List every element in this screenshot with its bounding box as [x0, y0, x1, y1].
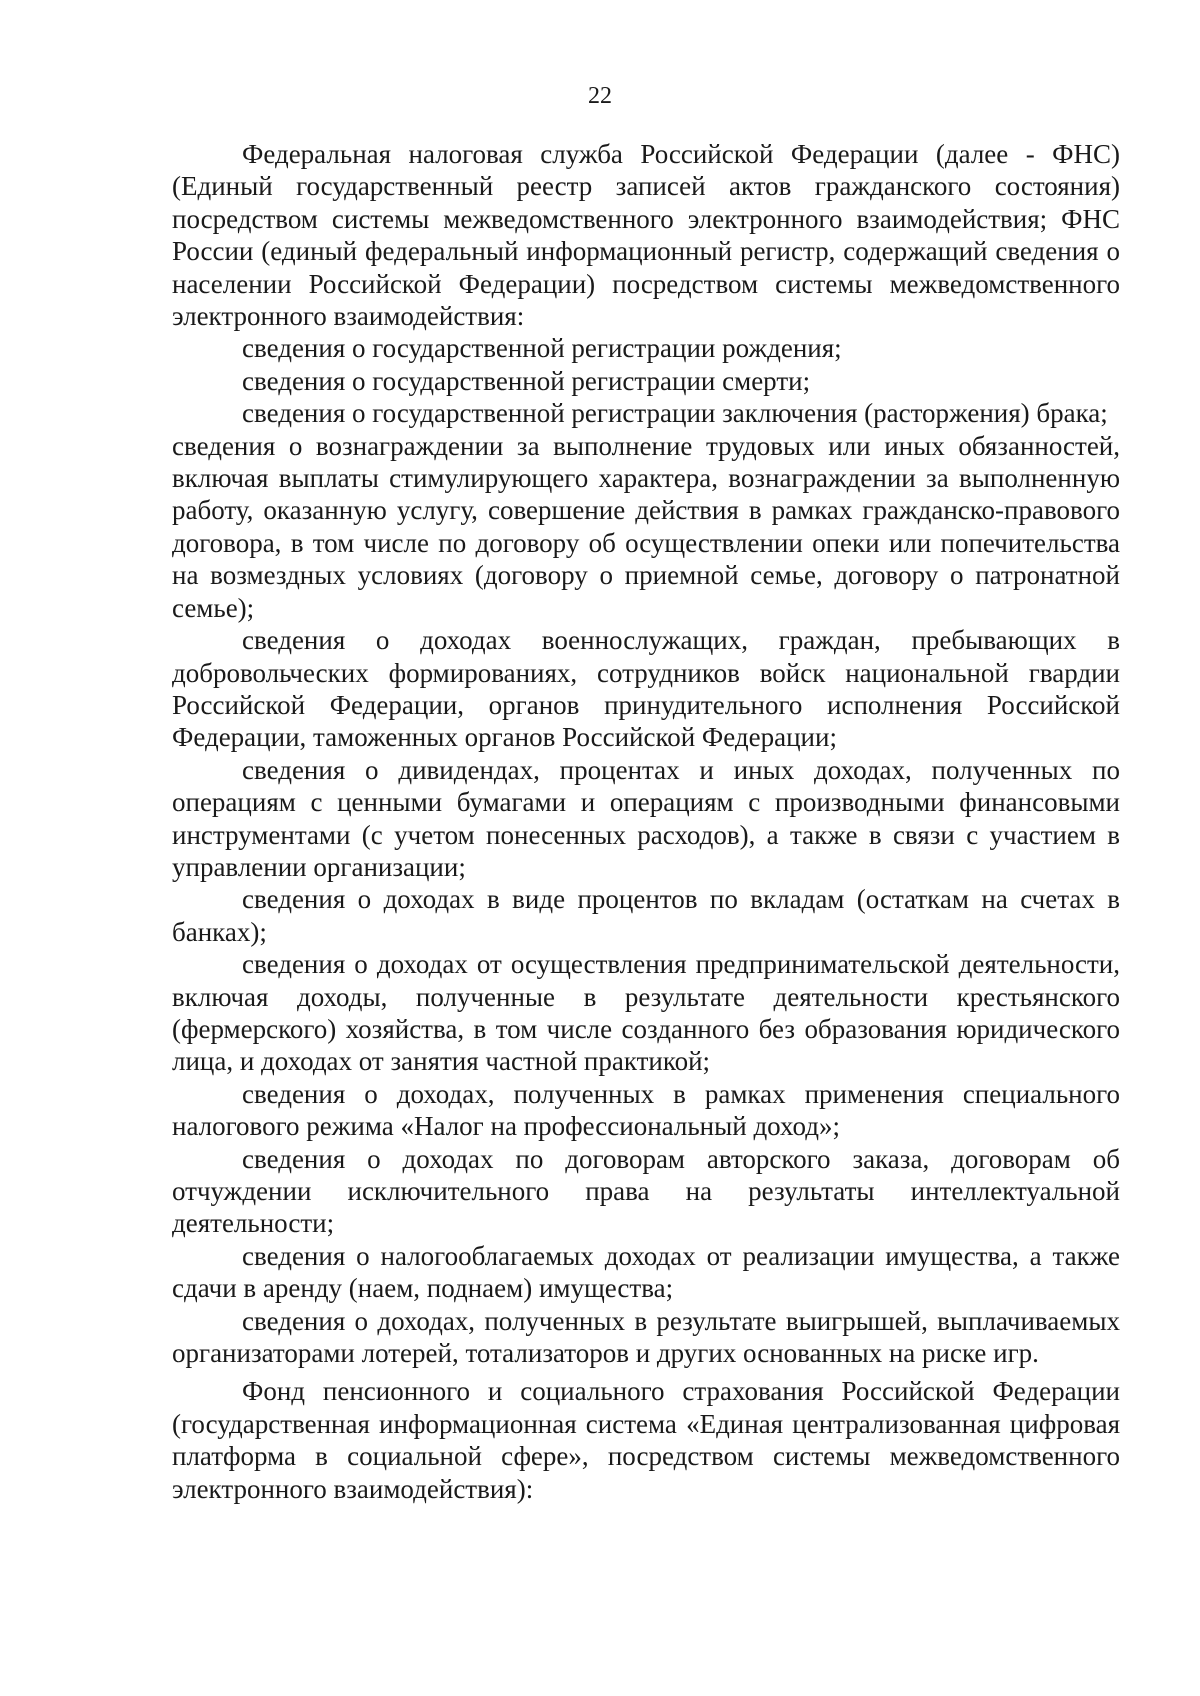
list-item-copyright-income: сведения о доходах по договорам авторского заказа, договорам об отчуждении исключительного права на результаты интеллектуальной деятельности;: [172, 1143, 1120, 1239]
document-body: [172, 138, 1120, 1505]
list-item-property-income: сведения о налогооблагаемых доходах от реализации имущества, а также сдачи в аренду (наем, поднаем) имущества;: [172, 1240, 1120, 1304]
list-item-professional-income-tax: сведения о доходах, полученных в рамках применения специального налогового режима «Налог на профессиональный доход»;: [172, 1078, 1120, 1142]
list-item-military-income: сведения о доходах военнослужащих, граждан, пребывающих в добровольческих формированиях, сотрудников войск национальной гвардии Российской Федерации, органов принудительного исполнения Российской Федерации, таможенных органов Российской Федерации;: [172, 625, 1120, 753]
list-item-deposit-interest: сведения о доходах в виде процентов по вкладам (остаткам на счетах в банках);: [172, 884, 1120, 947]
list-item-lottery-winnings: сведения о доходах, полученных в результате выигрышей, выплачиваемых организаторами лотерей, тотализаторов и других основанных на риске игр.: [172, 1305, 1120, 1369]
paragraph-fns-intro: Федеральная налоговая служба Российской Федерации (далее - ФНС) (Единый государственный реестр записей актов гражданского состояния) посредством системы межведомственного электронного взаимодействия; ФНС России (единый федеральный информационный регистр, содержащий сведения о населении Российской Федерации) посредством системы межведомственного электронного взаимодействия:: [172, 139, 1120, 332]
list-item-labor-remuneration: сведения о вознаграждении за выполнение трудовых или иных обязанностей, включая выплаты стимулирующего характера, вознаграждении за выполненную работу, оказанную услугу, совершение действия в рамках гражданско-правового договора, в том числе по договору об осуществлении опеки или попечительства на возмездных условиях (договору о приемной семье, договору о патронатной семье);: [172, 430, 1120, 623]
paragraph-pension-fund: Фонд пенсионного и социального страхования Российской Федерации (государственная информационная система «Единая централизованная цифровая платформа в социальной сфере», посредством системы межведомственного электронного взаимодействия):: [172, 1376, 1120, 1504]
list-item-dividends: сведения о дивидендах, процентах и иных доходах, полученных по операциям с ценными бумагами и операциям с производными финансовыми инструментами (с учетом понесенных расходов), а также в связи с участием в управлении организации;: [172, 754, 1120, 882]
list-item-birth-registration: сведения о государственной регистрации рождения;: [242, 333, 842, 364]
list-item-marriage-registration: сведения о государственной регистрации заключения (расторжения) брака;: [242, 398, 1108, 429]
list-item-business-income: сведения о доходах от осуществления предпринимательской деятельности, включая доходы, полученные в результате деятельности крестьянского (фермерского) хозяйства, в том числе созданного без образования юридического лица, и доходах от занятия частной практикой;: [172, 949, 1120, 1077]
page-number: 22: [588, 83, 612, 109]
list-item-death-registration: сведения о государственной регистрации смерти;: [242, 365, 811, 396]
